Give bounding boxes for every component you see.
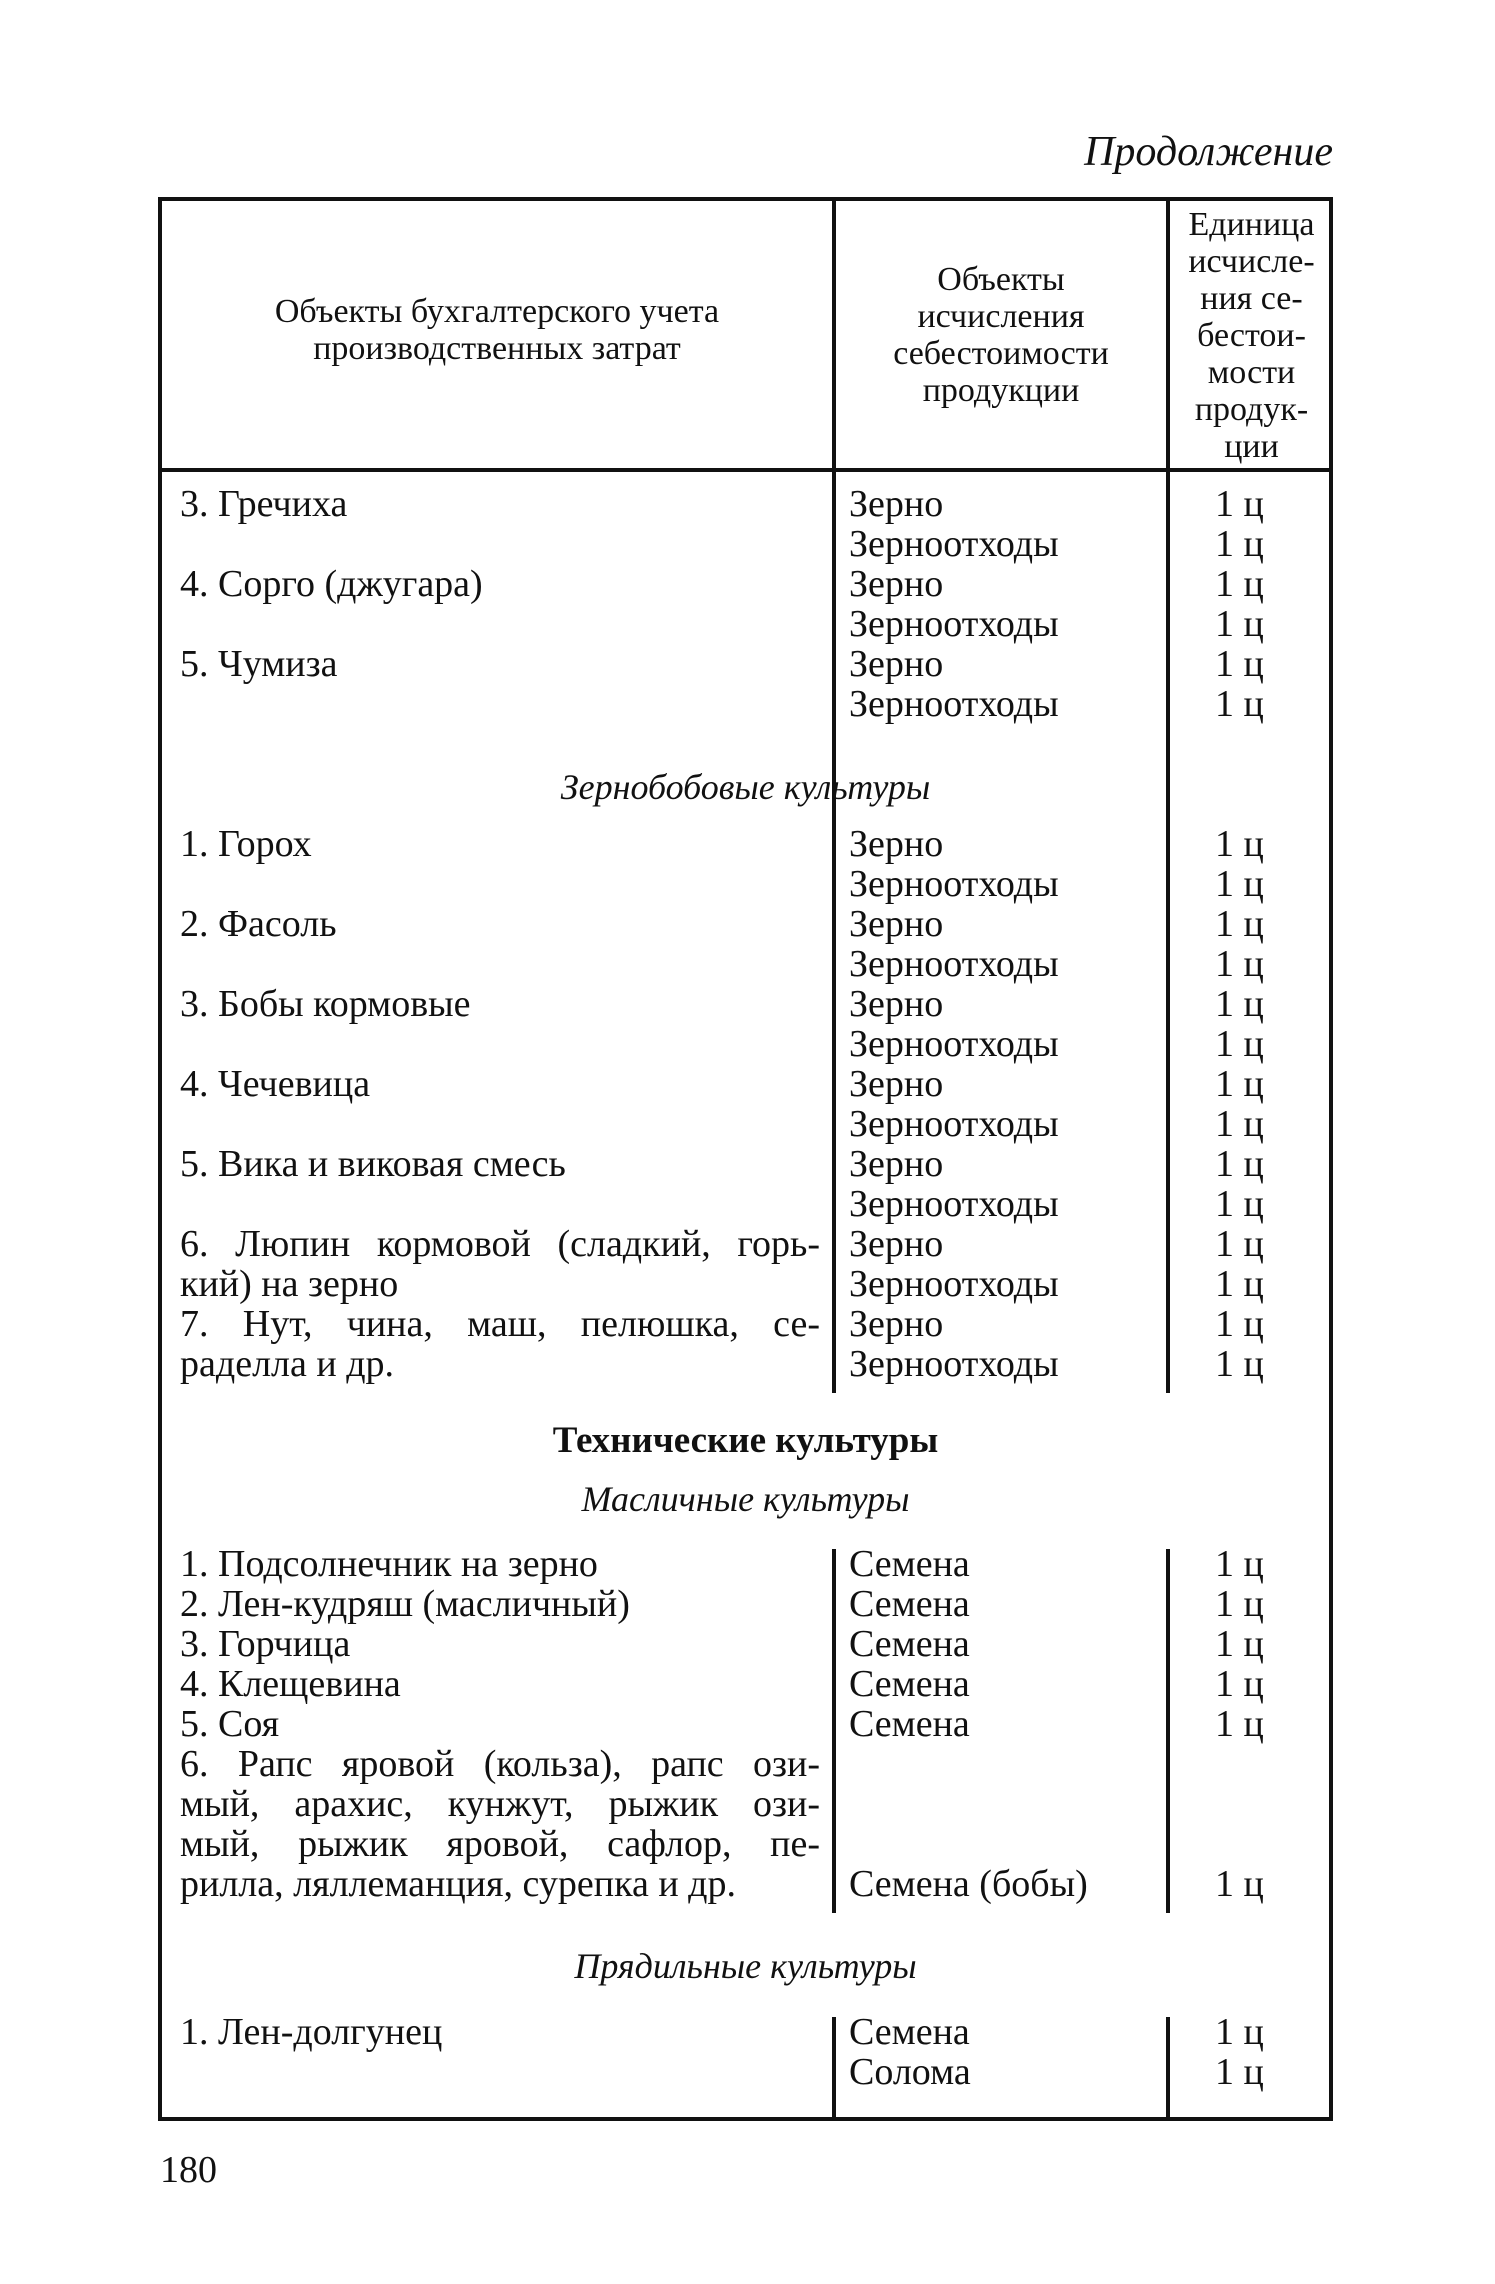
header-col2 <box>836 261 1166 409</box>
header-col2-line: исчисления <box>917 298 1085 335</box>
product-cell: Зерноотходы <box>849 603 1059 645</box>
object-cell: 3. Горчица <box>180 1623 351 1665</box>
header-col1-line: Объекты бухгалтерского учета <box>274 293 720 330</box>
product-cell: Зерноотходы <box>849 1183 1059 1225</box>
product-cell <box>849 1784 1149 1824</box>
object-cell: 5. Вика и виковая смесь <box>180 1143 566 1185</box>
object-cell <box>180 604 820 644</box>
unit-cell: 1 ц <box>1215 1543 1264 1585</box>
unit-cell <box>1215 1824 1275 1864</box>
product-cell: Зерно <box>849 563 944 605</box>
header-col3-line: мости <box>1207 354 1296 391</box>
object-cell: 6. Люпин кормовой (сладкий, горь- <box>180 1223 820 1265</box>
header-col2-line: Объекты <box>937 261 1065 298</box>
product-cell: Семена <box>849 1583 970 1625</box>
object-cell <box>180 1104 820 1144</box>
product-cell: Зерно <box>849 1143 944 1185</box>
product-cell: Зерно <box>849 1063 944 1105</box>
unit-cell: 1 ц <box>1215 1343 1264 1385</box>
group3-divider-2 <box>1166 1549 1170 1913</box>
group3-col3 <box>1215 1544 1275 1904</box>
object-cell: 4. Клещевина <box>180 1663 401 1705</box>
group2-col3 <box>1215 824 1275 1384</box>
product-cell <box>849 1744 1149 1784</box>
header-col3-line: Единица <box>1188 206 1315 243</box>
group4-divider-2 <box>1166 2017 1170 2121</box>
group4-divider-1 <box>832 2017 836 2121</box>
unit-cell: 1 ц <box>1215 1263 1264 1305</box>
product-cell: Зерноотходы <box>849 943 1059 985</box>
header-col2-line: себестоимости <box>893 335 1109 372</box>
object-cell <box>180 1184 820 1224</box>
product-cell: Зерноотходы <box>849 683 1059 725</box>
header-col1-line: производственных затрат <box>313 330 681 367</box>
object-cell <box>180 684 820 724</box>
group2-divider-1 <box>832 829 836 1393</box>
product-cell: Зерноотходы <box>849 1103 1059 1145</box>
unit-cell: 1 ц <box>1215 1663 1264 1705</box>
unit-cell: 1 ц <box>1215 943 1264 985</box>
section-technical: Технические культуры <box>552 1420 939 1461</box>
object-cell <box>180 2052 820 2092</box>
product-cell: Семена <box>849 1703 970 1745</box>
unit-cell: 1 ц <box>1215 2011 1264 2053</box>
product-cell <box>849 1824 1149 1864</box>
object-cell: 4. Сорго (джугара) <box>180 563 483 605</box>
unit-cell: 1 ц <box>1215 2051 1264 2093</box>
object-cell: мый, арахис, кунжут, рыжик ози- <box>180 1783 820 1825</box>
object-cell <box>180 864 820 904</box>
object-cell: 5. Чумиза <box>180 643 338 685</box>
product-cell: Семена <box>849 1623 970 1665</box>
group3-divider-1 <box>832 1549 836 1913</box>
unit-cell: 1 ц <box>1215 823 1264 865</box>
object-cell: раделла и др. <box>180 1343 395 1385</box>
unit-cell: 1 ц <box>1215 863 1264 905</box>
object-cell: 3. Гречиха <box>180 483 348 525</box>
object-cell: 6. Рапс яровой (кольза), рапс ози- <box>180 1743 820 1785</box>
header-col3 <box>1170 206 1333 465</box>
group1-col2 <box>849 484 1149 724</box>
object-cell: 2. Лен-кудряш (масличный) <box>180 1583 630 1625</box>
unit-cell <box>1215 1744 1275 1784</box>
object-cell: 4. Чечевица <box>180 1063 371 1105</box>
product-cell: Семена (бобы) <box>849 1863 1088 1905</box>
object-cell: 5. Соя <box>180 1703 280 1745</box>
page-number: 180 <box>160 2149 217 2191</box>
header-col3-line: исчисле- <box>1188 243 1315 280</box>
header-rule <box>162 468 1329 472</box>
unit-cell: 1 ц <box>1215 1023 1264 1065</box>
product-cell: Зерно <box>849 483 944 525</box>
header-col3-line: ния се- <box>1200 280 1303 317</box>
group1-col3 <box>1215 484 1275 724</box>
unit-cell: 1 ц <box>1215 523 1264 565</box>
product-cell: Зерноотходы <box>849 523 1059 565</box>
unit-cell: 1 ц <box>1215 1063 1264 1105</box>
unit-cell <box>1215 1784 1275 1824</box>
product-cell: Зерно <box>849 983 944 1025</box>
product-cell: Зерно <box>849 903 944 945</box>
product-cell: Зерно <box>849 643 944 685</box>
group4-col1 <box>180 2012 820 2092</box>
object-cell: 7. Нут, чина, маш, пелюшка, се- <box>180 1303 820 1345</box>
product-cell: Зерноотходы <box>849 863 1059 905</box>
section-legumes: Зернобобовые культуры <box>560 767 931 807</box>
unit-cell: 1 ц <box>1215 643 1264 685</box>
product-cell: Зерно <box>849 1303 944 1345</box>
product-cell: Зерно <box>849 1223 944 1265</box>
product-cell: Зерно <box>849 823 944 865</box>
unit-cell: 1 ц <box>1215 483 1264 525</box>
unit-cell: 1 ц <box>1215 1103 1264 1145</box>
header-col1 <box>162 293 832 367</box>
unit-cell: 1 ц <box>1215 1183 1264 1225</box>
unit-cell: 1 ц <box>1215 1303 1264 1345</box>
object-cell: кий) на зерно <box>180 1263 399 1305</box>
header-col2-line: продукции <box>922 372 1080 409</box>
unit-cell: 1 ц <box>1215 1223 1264 1265</box>
header-col3-line: продук- <box>1194 391 1309 428</box>
product-cell: Семена <box>849 2011 970 2053</box>
unit-cell: 1 ц <box>1215 563 1264 605</box>
object-cell <box>180 1024 820 1064</box>
section-fiber: Прядильные культуры <box>574 1946 917 1986</box>
object-cell: 1. Подсолнечник на зерно <box>180 1543 598 1585</box>
unit-cell: 1 ц <box>1215 1623 1264 1665</box>
cost-objects-table <box>158 197 1333 2121</box>
group2-col2 <box>849 824 1149 1384</box>
continuation-label: Продолжение <box>1084 129 1333 175</box>
unit-cell: 1 ц <box>1215 903 1264 945</box>
product-cell: Семена <box>849 1543 970 1585</box>
group4-col3 <box>1215 2012 1275 2092</box>
group2-col1 <box>180 824 820 1384</box>
unit-cell: 1 ц <box>1215 683 1264 725</box>
product-cell: Зерноотходы <box>849 1343 1059 1385</box>
unit-cell: 1 ц <box>1215 1583 1264 1625</box>
header-col3-line: бестои- <box>1197 317 1306 354</box>
product-cell: Семена <box>849 1663 970 1705</box>
object-cell: мый, рыжик яровой, сафлор, пе- <box>180 1823 820 1865</box>
group2-divider-2 <box>1166 829 1170 1393</box>
object-cell: рилла, ляллеманция, сурепка и др. <box>180 1863 736 1905</box>
header-col3-line: ции <box>1224 428 1279 465</box>
object-cell: 1. Горох <box>180 823 312 865</box>
unit-cell: 1 ц <box>1215 1703 1264 1745</box>
object-cell: 3. Бобы кормовые <box>180 983 471 1025</box>
object-cell: 1. Лен-долгунец <box>180 2011 443 2053</box>
object-cell <box>180 944 820 984</box>
group1-col1 <box>180 484 820 724</box>
unit-cell: 1 ц <box>1215 1863 1264 1905</box>
group3-col2 <box>849 1544 1149 1904</box>
section-oilseeds: Масличные культуры <box>581 1479 910 1519</box>
object-cell <box>180 524 820 564</box>
product-cell: Солома <box>849 2051 971 2093</box>
unit-cell: 1 ц <box>1215 603 1264 645</box>
product-cell: Зерноотходы <box>849 1263 1059 1305</box>
group4-col2 <box>849 2012 1149 2092</box>
product-cell: Зерноотходы <box>849 1023 1059 1065</box>
object-cell: 2. Фасоль <box>180 903 337 945</box>
unit-cell: 1 ц <box>1215 1143 1264 1185</box>
group3-col1 <box>180 1544 820 1904</box>
unit-cell: 1 ц <box>1215 983 1264 1025</box>
